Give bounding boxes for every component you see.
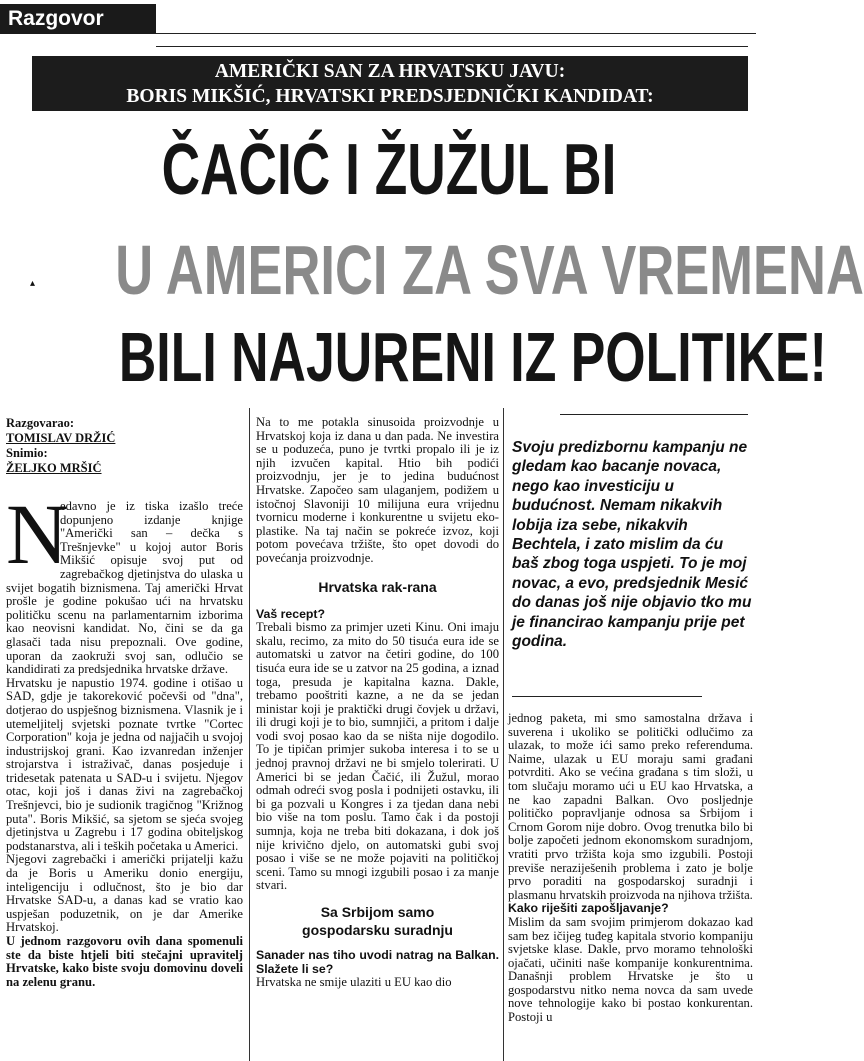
interview-question: Kako riješiti zapošljavanje? [508,901,669,916]
column-divider-right [503,408,504,1061]
paragraph: Hrvatska ne smije ulaziti u EU kao dio [256,975,452,990]
interview-question: Sanader nas tiho uvodi natrag na Balkan. Slažete li se? [256,948,499,976]
paragraph: Trebali bismo za primjer uzeti Kinu. Oni imaju skalu, recimo, za mito do 50 tisuća eura ide se automatski u zatvor na četiri godine, do 100 tisuća eura ide se u zatvor na 25 godina, a iznad toga, presuda je kapitalna kazna. Dakle, trebamo pooštriti kazne, a ne da se jedan ministar koji je praktički drugi čovjek u državi, ili drugi koji je to bio, sumnjiči, a pritom i dalje vodi svoj posao kao da se ništa nije dogodilo. To je tipičan primjer sukoba interesa i to se u jednoj pravnoj državi ne bi smjelo tolerirati. U Americi bi se jedan Čačić, ili Žužul, morao odmah odreći svog posla i podnijeti ostavku, ili bi ga pozvali u Kongres i za tjedan dana nebi bio više na tom poslu. Tamo čak i da postoji sumnja, koja ne treba biti dokazana, i dok još nije krivično djelo, on automatski gubi svoj posao i više se ne može pojaviti na političkoj sceni. Tamo su mnogi izgubili posao i za manje stvari. [256,620,499,893]
paragraph: Njegovi zagrebački i američki prijatelji kažu da je Boris u Ameriku donio energiju, inteligenciju i odlučnost, što je bio dar Hrvatske SAD-u, a danas kad se vratio kao uspješan poduzetnik, on je dar Amerike Hrvatskoj. [6,852,243,935]
photographer-name: ŽELJKO MRŠIĆ [6,461,102,475]
paragraph: Na to me potakla sinusoida proizvodnje u Hrvatskoj koja iz dana u dan pada. Ne investira se u poduzeća, puno je tvrtki propalo ili je iz njih izvučen kapital. Htio bih podići proizvodnju, jer je to jedina budućnost Hrvatske. Započeo sam ulaganjem, podižem u istočnoj Slavoniji 10 milijuna eura vrijednu tvornicu moderne i konkurentne u svijetu eko-plastike. Na taj način se pokreće izvoz, koji potom povećava tržište, što opet dovodi do povećanja proizvodnje. [256,415,499,565]
interview-question: U jednom razgovoru ovih dana spomenuli ste da biste htjeli biti stečajni upravitelj Hrvatske, kako biste svoju domovinu doveli na zelenu granu. [6,934,243,989]
interviewer-name: TOMISLAV DRŽIĆ [6,431,116,445]
intro-paragraph: N edavno je iz tiska izašlo treće dopunjeno izdanje knjige "Američki san – dečka s Trešnjevke" u kojoj autor Boris Mikšić opisuje svoj put od zagrebačkog djetinjstva do ulaska u svijet bogatih biznismena. Taj američki Hrvat prošle je godine pokušao ući na hrvatsku političku scenu na parlamentarnim izborima kao neovisni kandidat. No, čini se da ga glasači tada nisu prepoznali. Ove godine, uporan da zaokruži svoj san, odlučio se kandidirati za predsjednika hrvatske države. [6,486,243,677]
interview-question: Vaš recept? [256,606,326,621]
drop-cap: N [6,486,69,582]
interview-label: Razgovarao: [6,416,75,430]
top-rule [156,33,756,34]
pullquote-top-rule [560,414,748,415]
kicker-line-1: AMERIČKI SAN ZA HRVATSKU JAVU: [214,61,566,82]
kicker-line-2: BORIS MIKŠIĆ, HRVATSKI PREDSJEDNIČKI KANDIDAT: [126,86,654,107]
ornament-mark: ▴ [30,278,36,289]
top-rule-lower [156,46,748,47]
article-column-2 [256,416,499,990]
paragraph: Hrvatsku je napustio 1974. godine i otišao u SAD, gdje je takoreković počevši od "dna", dotjerao do uspješnog biznismena. Vlasnik je i utemeljitelj svjetski poznate tvrtke "Cortec Corporation" koja je jedna od najjačih u svojoj industrijskoj grani. Kao izvanredan inženjer strojarstva i istraživač, danas posjeduje i tridesetak patenata u SAD-u i svijetu. Njegov otac, koji još i danas živi na zagrebačkoj Trešnjevci, bio je sudionik tragičnog "Križnog puta". Boris Mikšić, sa sjetom se sjeća svojeg djetinjstva u Zagrebu i 17 godina obiteljskog podstanarstva, ali i teških početaka u Americi. [6,675,243,853]
article-column-3 [508,712,753,1025]
section-label: Razgovor [0,4,156,34]
pullquote-bottom-rule [512,696,702,697]
paragraph: jednog paketa, mi smo samostalna država i suverena i ukoliko se politički odlučimo za ulazak, to može ići samo preko referenduma. Naime, ulazak u EU moraju sami građani potvrditi. Ako se većina građana s tim složi, u tom slučaju moramo ući u EU kao Hrvatska, a ne kao zapadni Balkan. Ovo posljednje političko popravljanje odnosa sa Srbijom i Crnom Gorom nije dobro. Ovog trenutka bilo bi bolje započeti jednom ekonomskom suradnjom, vratiti prvo tržišta koja smo izgubili. Postoji previše neraziješenih problema i zato je bolje prvo poraditi na gospodarskoj suradnji i plasmanu hrvatskih proizvoda na njihova tržišta. [508,711,753,902]
headline-line-1: ČAČIĆ I ŽUŽUL BI [161,130,617,210]
headline-line-3: BILI NAJURENI IZ POLITIKE! [118,318,827,396]
paragraph: Mislim da sam svojim primjerom dokazao kad sam bez ičijeg tuđeg kapitala stvorio kompaniju svjetske klase. Dakle, prvo moramo tehnološki ojačati, učiniti naše kompanije konkurentnima. Današnji problem Hrvatske je što u gospodarstvu nitko nema novca da sam uvede nove tehnologije kako bi postao konkurentan. Postoji u [508,914,753,1025]
article-column-1 [6,486,243,989]
kicker-banner [32,56,748,111]
subheading: Hrvatska rak-rana [318,578,437,595]
byline [6,416,238,476]
photo-label: Snimio: [6,446,48,460]
headline-line-2: U AMERICI ZA SVA VREMENA [115,231,864,309]
column-divider-left [249,408,250,1061]
subheading: Sa Srbijom samo gospodarsku suradnju [302,904,453,938]
pull-quote: Svoju predizbornu kampanju ne gledam kao bacanje novaca, nego kao investiciju u budućnost. Nemam nikakvih lobija iza sebe, nikakvih Bechtela, i zato mislim da ću baš zbog toga uspjeti. To je moj novac, a evo, predsjednik Mesić do danas još nije objavio tko mu je financirao kampanju prije pet godina. [512,439,752,651]
